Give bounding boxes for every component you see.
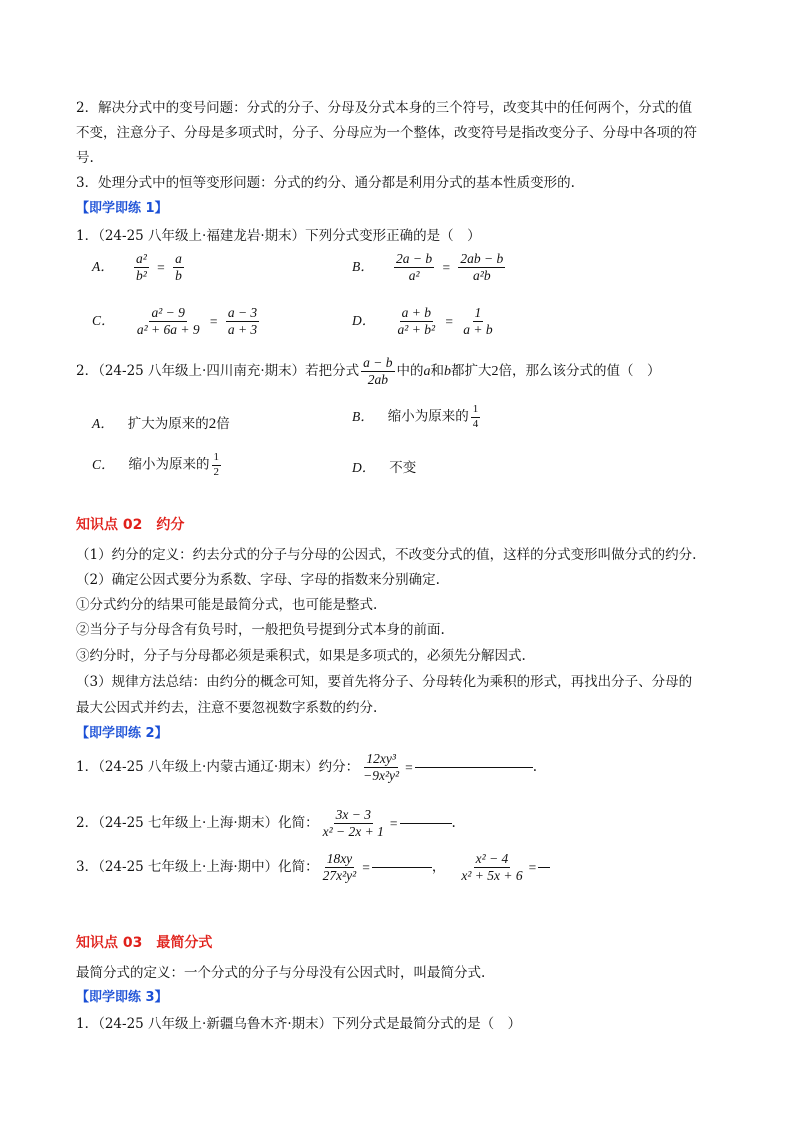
numerator: 1 [212,452,222,466]
option-label: A． [92,259,114,275]
denominator: 4 [472,417,479,430]
answer-blank[interactable] [415,767,533,768]
section2-p2: （2）确定公因式要分为系数、字母、字母的指数来分别确定. [76,572,440,588]
fraction [212,452,222,478]
stem-text: 中的 [396,363,424,380]
option-text: 缩小为原来的 [128,456,210,473]
variable: a [423,364,431,380]
p1-q1-option-d: D． $\frac{a + b}{\text{a² + b²}}$ = $\frac{1}{a + b}$ [352,305,493,338]
fraction [461,306,494,337]
number: 2 [491,364,499,380]
p1-q1-option-a: A． $\frac{\text{a²}}{\text{b²}}$ = $\frac{a}{b}$ [92,251,182,284]
section2-p5: ③约分时，分子与分母都必须是乘积式，如果是多项式的，必须先分解因式. [76,648,526,664]
option-label: C． [92,456,115,472]
numerator: 1 [473,306,484,322]
equals-sign: = [528,859,537,875]
numerator: a − 3 [226,306,259,322]
intro-line-1: 2．解决分式中的变号问题：分式的分子、分母及分式本身的三个符号，改变其中的任何两个，分式的值 [76,100,693,116]
fraction [394,252,434,283]
practice-3-label: 【即学即练 3】 [76,990,168,1005]
denominator: b [175,268,182,284]
denominator: 2ab [367,372,388,388]
denominator: a² + 6a + 9 [136,322,200,338]
numerator: 2ab − b [458,252,505,268]
denominator: x² + 5x + 6 [461,868,523,884]
numerator: 18xy [325,852,354,868]
denominator: −9x²y² [363,768,400,784]
denominator: a² [408,268,420,284]
p1-q2-option-b [352,404,482,430]
p1-q1-option-c: C． $\frac{\text{a² − 9}}{\text{a² + 6a + 9}}$ = $\frac{a - 3}{a + 3}$ [92,305,258,338]
denominator: b² [136,268,147,284]
fraction [361,356,394,387]
stem-text: 1．（24-25 八年级上·内蒙古通辽·期末）约分： [76,759,360,776]
section2-p7: 最大公因式并约去，注意不要忽视数字系数的约分. [76,700,378,716]
variable: b [444,364,452,380]
fraction [321,852,359,883]
fraction [321,808,386,839]
section-heading-03: 知识点 03 最简分式 [76,935,213,951]
p2-q3 [76,852,550,883]
section2-p4: ②当分子与分母含有负号时，一般把负号提到分式本身的前面. [76,622,445,638]
p2-q2 [76,808,456,839]
intro-line-3: 号. [76,150,94,166]
answer-blank[interactable] [372,867,432,868]
numerator: a² [134,252,149,268]
section-heading-02: 知识点 02 约分 [76,517,185,533]
fraction [173,252,184,283]
option-label: D． [352,313,376,329]
fraction [471,404,481,430]
section3-p1: 最简分式的定义：一个分式的分子与分母没有公因式时，叫最简分式. [76,965,486,981]
p3-q1-stem: 1．（24-25 八年级上·新疆乌鲁木齐·期末）下列分式是最简分式的是（ ） [76,1016,522,1032]
p2-q1 [76,752,537,783]
fraction [459,852,524,883]
section2-p3: ①分式约分的结果可能是最简分式，也可能是整式. [76,597,378,613]
section2-p1: （1）约分的定义：约去分式的分子与分母的公因式，不改变分式的值，这样的分式变形叫做分式的约分. [76,547,697,563]
option-label: B． [352,408,374,424]
option-label: D． [352,460,376,475]
stem-text: 倍，那么该分式的值（ ） [498,363,661,380]
denominator: x² − 2x + 1 [322,824,384,840]
section2-p6: （3）规律方法总结：由约分的概念可知，要首先将分子、分母转化为乘积的形式，再找出分子、分母的 [76,674,693,690]
answer-blank[interactable] [538,867,550,868]
numerator: a + b [400,306,433,322]
option-text: 扩大为原来的 [127,416,209,432]
numerator: x² − 4 [474,852,511,868]
number: 2 [208,416,217,432]
denominator: 27x²y² [322,868,357,884]
stem-text: 3．（24-25 七年级上·上海·期中）化简： [76,859,319,876]
numerator: a [173,252,184,268]
intro-line-2: 不变，注意分子、分母是多项式时，分子、分母应为一个整体，改变符号是指改变分子、分母中各项的符 [76,125,697,141]
p1-q2-option-a [92,412,230,433]
option-label: C． [92,313,115,329]
option-label: A． [92,416,114,431]
option-label: B． [352,259,374,275]
denominator: a + 3 [227,322,258,338]
numerator: a² − 9 [149,306,186,322]
fraction [226,306,259,337]
p1-q2-option-c [92,452,223,478]
fraction [134,252,149,283]
p1-q2-stem [76,356,661,387]
period: . [451,815,456,832]
answer-blank[interactable] [400,823,452,824]
option-text: 倍 [216,416,230,432]
intro-line-4: 3．处理分式中的恒等变形问题：分式的约分、通分都是利用分式的基本性质变形的. [76,175,575,191]
stem-text: 和 [430,363,445,380]
denominator: a² + b² [397,322,436,338]
option-text: 缩小为原来的 [387,408,469,425]
stem-text: 2．（24-25 七年级上·上海·期末）化简： [76,815,319,832]
p1-q1-stem: 1．（24-25 八年级上·福建龙岩·期末）下列分式变形正确的是（ ） [76,228,481,244]
numerator: 2a − b [394,252,434,268]
stem-text: 2．（24-25 八年级上·四川南充·期末）若把分式 [76,363,360,380]
denominator: 2 [213,465,220,478]
practice-2-label: 【即学即练 2】 [76,726,168,741]
fraction [135,306,202,337]
numerator: 1 [471,404,481,418]
option-text: 不变 [389,460,417,476]
numerator: 12xy³ [364,752,398,768]
fraction [458,252,505,283]
denominator: a²b [473,268,491,284]
practice-1-label: 【即学即练 1】 [76,201,168,216]
equals-sign: = [362,859,370,875]
separator: ， [431,859,446,876]
p1-q1-option-b: B． $\frac{2a - b}{\text{a²}}$ = $\frac{2ab - b}{\text{a²b}}$ [352,251,504,284]
numerator: a − b [361,356,394,372]
denominator: a + b [463,322,493,338]
equals-sign: = [405,759,413,775]
period: . [532,759,538,776]
numerator: 3x − 3 [334,808,373,824]
stem-text: 都扩大 [451,363,492,380]
fraction [361,752,401,783]
fraction [396,306,437,337]
equals-sign: = [389,815,398,831]
p1-q2-option-d [352,456,416,476]
